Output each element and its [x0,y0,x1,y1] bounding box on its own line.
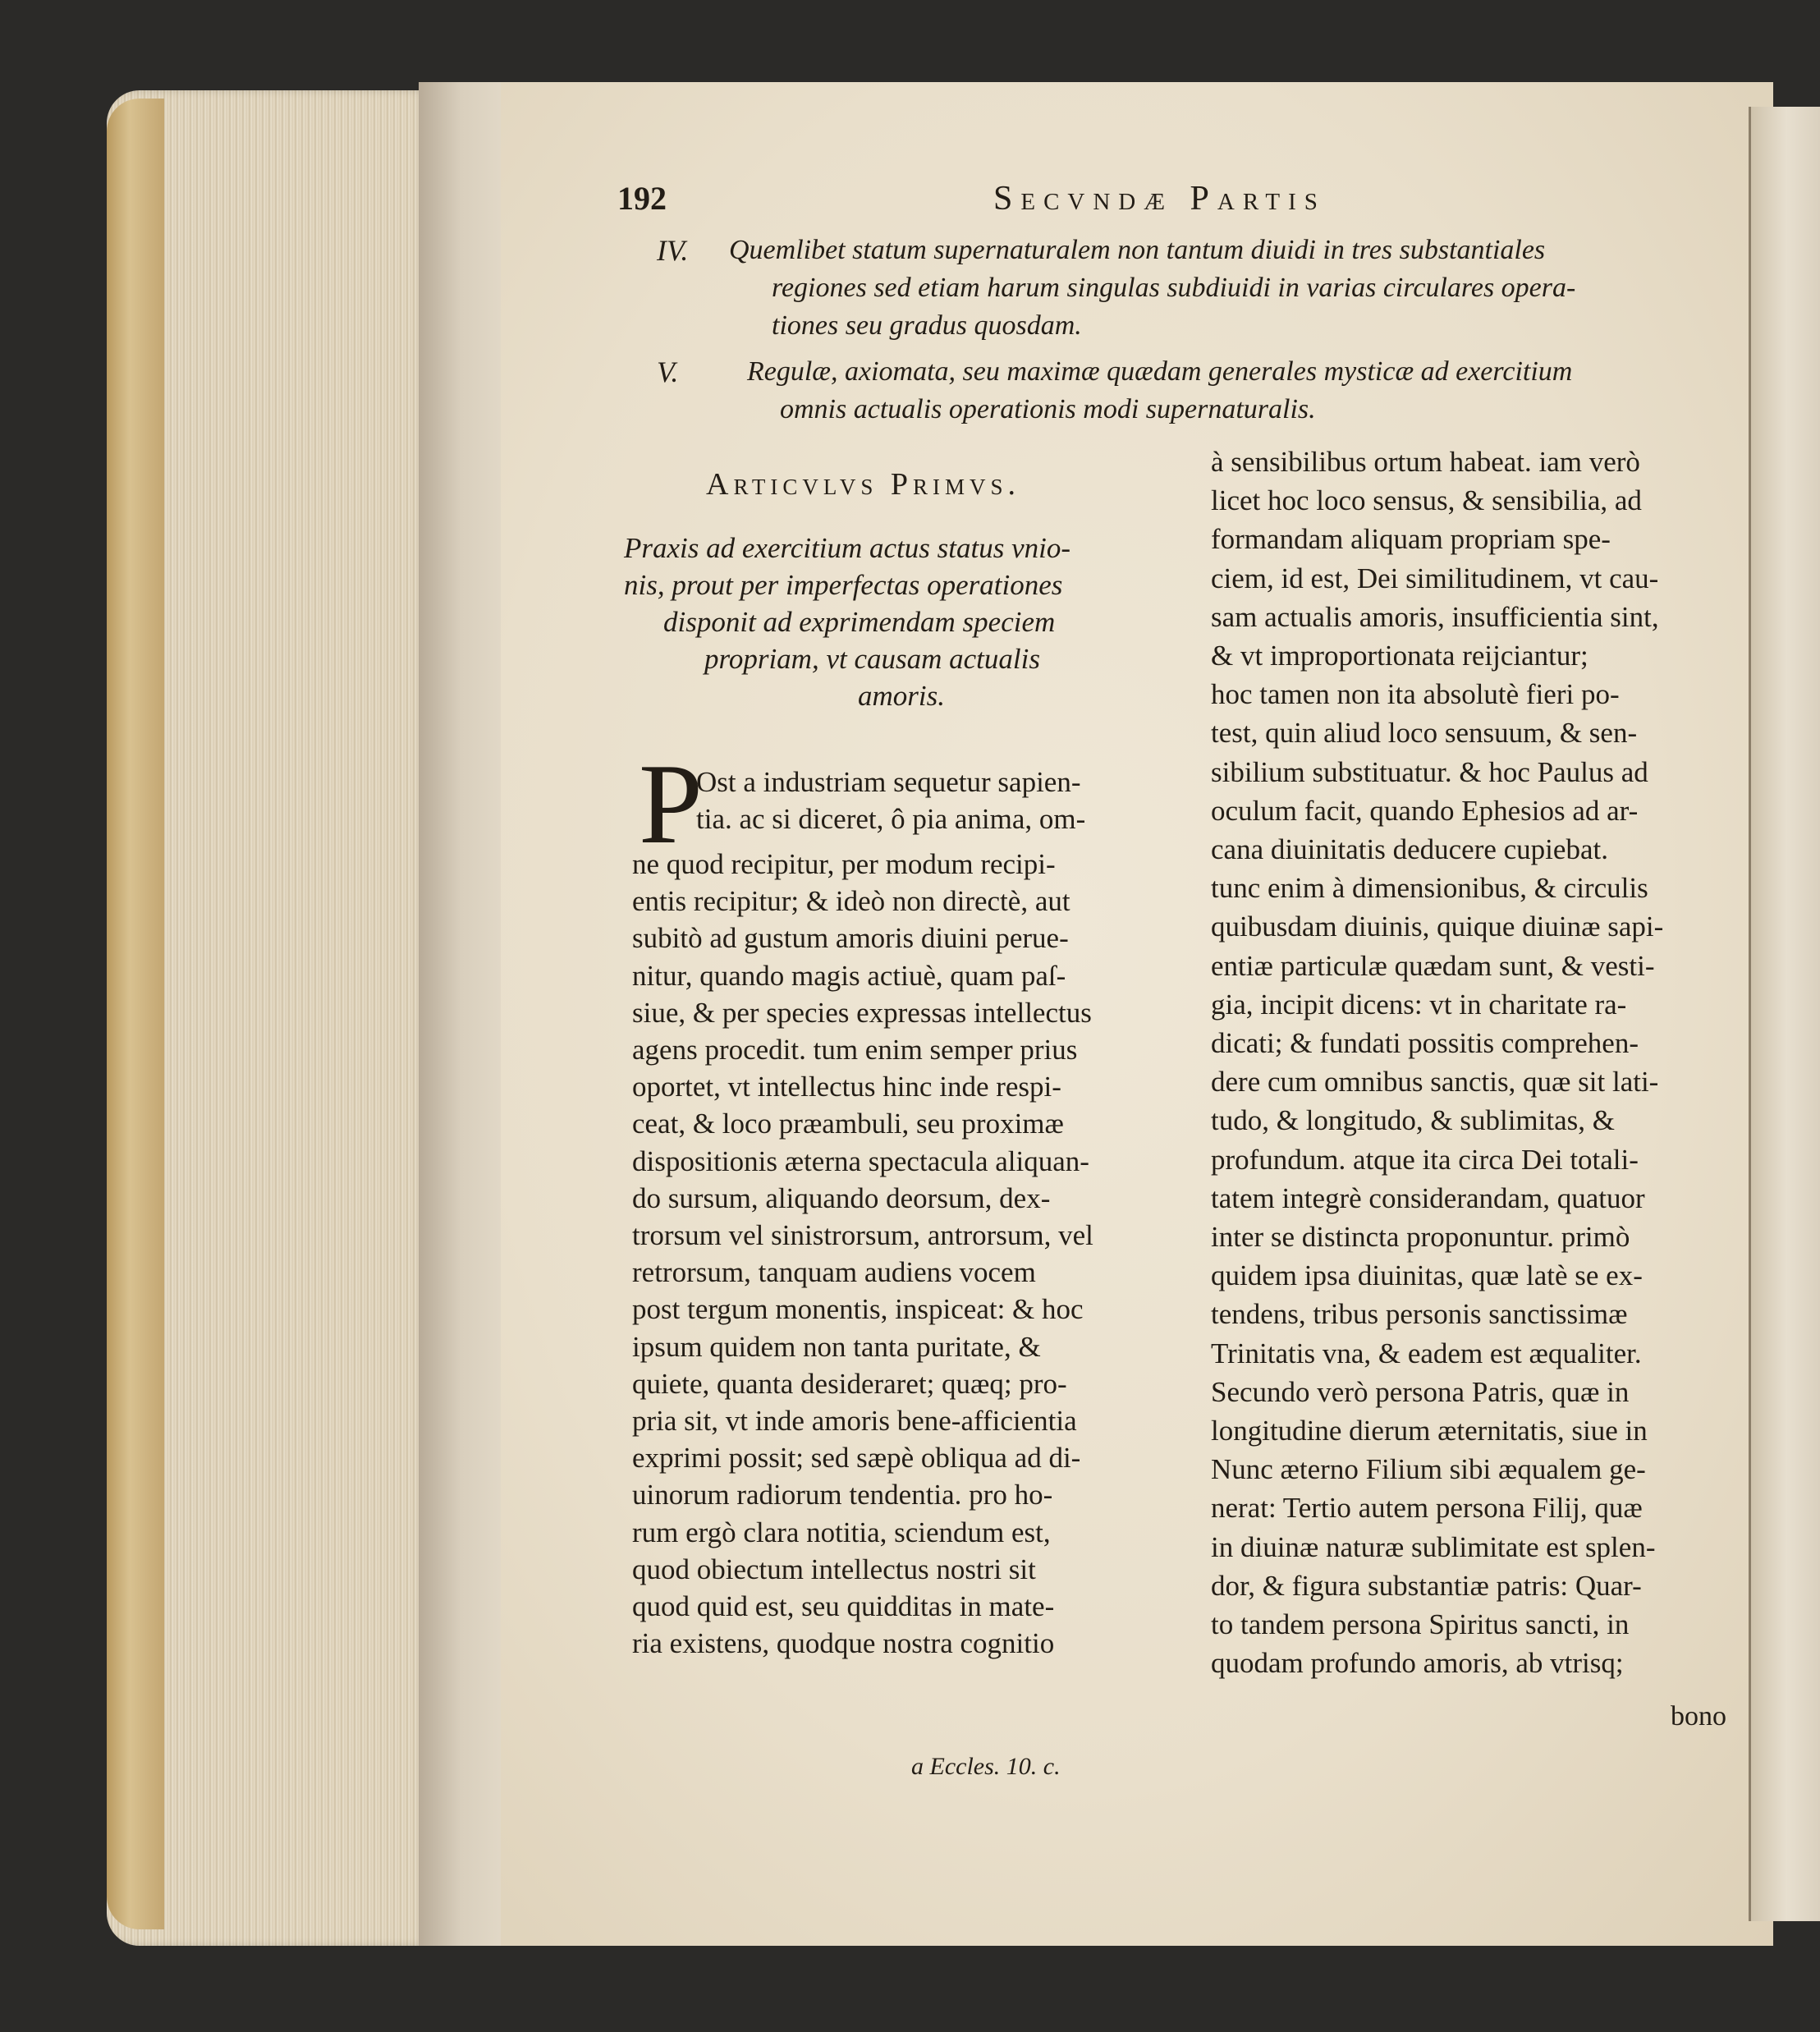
text-line: inter se distincta proponuntur. primò [1211,1221,1630,1253]
text-line: to tandem persona Spiritus sancti, in [1211,1608,1630,1640]
text-line: do sursum, aliquando deorsum, dex- [632,1181,1051,1214]
text-line: licet hoc loco sensus, & sensibilia, ad [1211,484,1642,517]
text-line: gia, incipit dicens: vt in charitate ra- [1211,988,1627,1021]
text-line: ciem, id est, Dei similitudinem, vt cau- [1211,562,1659,594]
text-line: quod obiectum intellectus nostri sit [632,1553,1036,1585]
text-line: entiæ particulæ quædam sunt, & vesti- [1211,949,1655,982]
text-line: exprimi possit; sed sæpè obliqua ad di- [632,1442,1081,1475]
text-line: quibusdam diuinis, quique diuinæ sapi- [1211,911,1664,943]
text-line: quiete, quanta desideraret; quæq; pro- [632,1367,1067,1400]
text-line: pria sit, vt inde amoris bene-afficientia [632,1405,1077,1437]
summary-line: regiones sed etiam harum singulas subdiuidi in varias circulares opera- [772,273,1576,303]
text-line: nerat: Tertio autem persona Filij, quæ [1211,1492,1643,1525]
text-line: sibilium substituatur. & hoc Paulus ad [1211,755,1648,788]
text-line: à sensibilibus ortum habeat. iam verò [1211,446,1640,478]
text-line: tunc enim à dimensionibus, & circulis [1211,872,1648,905]
text-line: test, quin aliud loco sensuum, & sen- [1211,717,1638,750]
text-line: Trinitatis vna, & eadem est æqualiter. [1211,1337,1642,1369]
text-line: ria existens, quodque nostra cognitio [632,1627,1055,1660]
subtitle-line: disponit ad exprimendam speciem [663,606,1056,638]
text-line: rum ergò clara notitia, sciendum est, [632,1516,1051,1548]
summary-num-5: V. [657,355,679,388]
text-line: trorsum vel sinistrorsum, antrorsum, vel [632,1219,1093,1251]
subtitle-line: Praxis ad exercitium actus status vnio- [624,532,1071,564]
summary-line: Regulæ, axiomata, seu maximæ quædam generales mysticæ ad exercitium [747,356,1573,387]
article-title: Articvlvs Primvs. [706,467,1021,502]
text-line: dor, & figura substantiæ patris: Quar- [1211,1569,1642,1602]
text-line: oportet, vt intellectus hinc inde respi- [632,1071,1061,1103]
text-line: tatem integrè considerandam, quatuor [1211,1181,1645,1214]
text-line: retrorsum, tanquam audiens vocem [632,1256,1036,1289]
catchword: bono [1671,1701,1726,1732]
text-line: subitò ad gustum amoris diuini perue- [632,922,1069,955]
text-line: quod quid est, seu quidditas in mate- [632,1590,1055,1622]
page-number: 192 [617,180,667,217]
text-line: dere cum omnibus sanctis, quæ sit lati- [1211,1066,1659,1099]
summary-line: omnis actualis operationis modi supernaturalis. [780,394,1316,424]
text-line: ipsum quidem non tanta puritate, & [632,1330,1041,1363]
text-line: formandam aliquam propriam spe- [1211,523,1611,556]
text-line: & vt improportionata reijciantur; [1211,640,1588,672]
text-line: siue, & per species expressas intellectus [632,996,1092,1029]
summary-num-4: IV. [657,234,689,267]
text-line: profundum. atque ita circa Dei totali- [1211,1143,1639,1176]
subtitle-line: propriam, vt causam actualis [704,643,1040,675]
text-line: entis recipitur; & ideò non directè, aut [632,885,1070,918]
footnote: a Eccles. 10. c. [911,1753,1061,1780]
drop-cap: P [639,741,703,868]
text-line: oculum facit, quando Ephesios ad ar- [1211,794,1639,827]
left-line: tia. ac si diceret, ô pia anima, om- [696,803,1086,835]
subtitle-line: amoris. [858,680,945,712]
text-line: Nunc æterno Filium sibi æqualem ge- [1211,1453,1646,1486]
text-line: ceat, & loco præambuli, seu proximæ [632,1108,1064,1140]
text-line: Secundo verò persona Patris, quæ in [1211,1375,1630,1408]
text-line: sam actualis amoris, insufficientia sint, [1211,600,1659,633]
text-line: dicati; & fundati possitis comprehen- [1211,1027,1639,1059]
running-head: Secvndæ Partis [993,180,1326,218]
text-line: post tergum monentis, inspiceat: & hoc [632,1293,1084,1326]
text-line: tudo, & longitudo, & sublimitas, & [1211,1104,1615,1137]
text-line: cana diuinitatis deducere cupiebat. [1211,833,1608,865]
text-line: ne quod recipitur, per modum recipi- [632,848,1056,880]
text-line: uinorum radiorum tendentia. pro ho- [632,1479,1053,1511]
text-line: nitur, quando magis actiuè, quam paſ- [632,959,1066,992]
text-line: dispositionis æterna spectacula aliquan- [632,1144,1089,1177]
text-line: in diuinæ naturæ sublimitate est splen- [1211,1530,1656,1563]
text-line: tendens, tribus personis sanctissimæ [1211,1298,1628,1331]
text-line: agens procedit. tum enim semper prius [632,1034,1078,1066]
text-line: longitudine dierum æternitatis, siue in [1211,1415,1648,1447]
text-line: quodam profundo amoris, ab vtrisq; [1211,1647,1624,1680]
subtitle-line: nis, prout per imperfectas operationes [624,569,1063,601]
text-line: quidem ipsa diuinitas, quæ latè se ex- [1211,1259,1643,1292]
summary-line: tiones seu gradus quosdam. [772,310,1082,341]
text-line: hoc tamen non ita absolutè fieri po- [1211,678,1620,711]
summary-line: Quemlibet statum supernaturalem non tantum diuidi in tres substantiales [729,235,1546,265]
left-line: Ost a industriam sequetur sapien- [696,766,1081,798]
